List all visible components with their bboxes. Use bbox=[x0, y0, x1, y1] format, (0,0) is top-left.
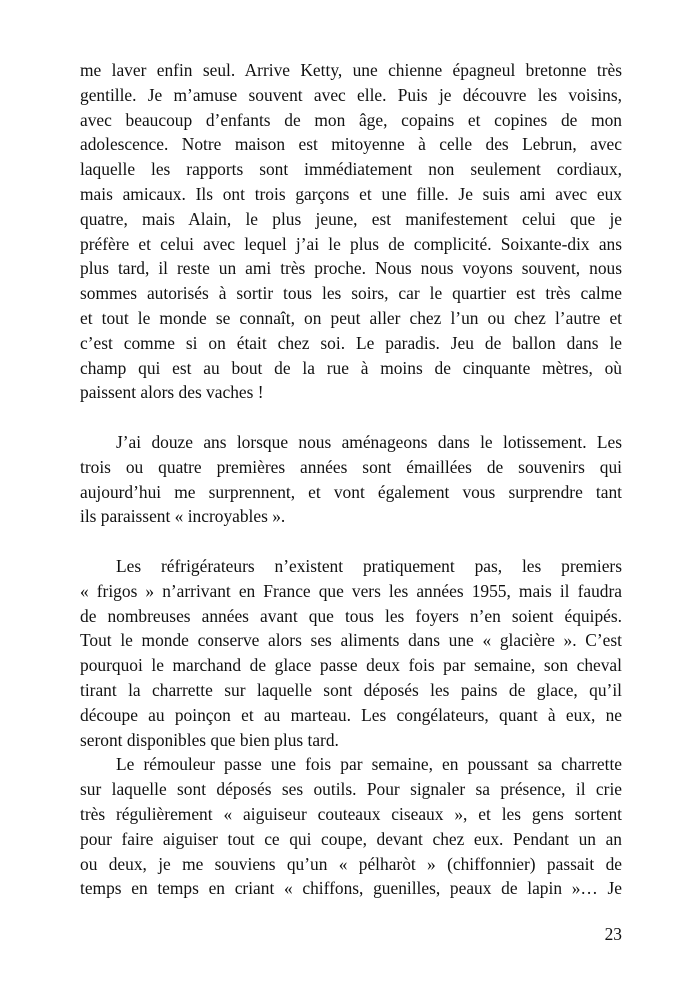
text-line: mais amicaux. Ils ont trois garçons et une fille. Je suis ami avec eux bbox=[80, 183, 622, 204]
text-line: pour faire aiguiser tout ce qui coupe, devant chez eux. Pendant un an bbox=[80, 828, 622, 849]
text-line: sur laquelle sont déposés ses outils. Pour signaler sa présence, il crie bbox=[80, 779, 622, 800]
text-line: Le rémouleur passe une fois par semaine, en poussant sa charrette bbox=[116, 754, 622, 775]
text-line: préfère et celui avec lequel j’ai le plus de complicité. Soixante-dix ans bbox=[80, 233, 622, 254]
text-line: sommes autorisés à sortir tous les soirs, car le quartier est très calme bbox=[80, 283, 622, 304]
text-line: « frigos » n’arrivant en France que vers les années 1955, mais il faudra bbox=[80, 580, 622, 601]
paragraph bbox=[80, 430, 622, 529]
paragraph bbox=[80, 58, 622, 405]
text-line: Les réfrigérateurs n’existent pratiquement pas, les premiers bbox=[116, 555, 622, 576]
text-line: temps en temps en criant « chiffons, guenilles, peaux de lapin »… Je bbox=[80, 878, 622, 899]
text-line: adolescence. Notre maison est mitoyenne à celle des Lebrun, avec bbox=[80, 134, 622, 155]
page-body-text bbox=[80, 58, 622, 901]
paragraph bbox=[80, 554, 622, 752]
text-line: champ qui est au bout de la rue à moins de cinquante mètres, où bbox=[80, 357, 622, 378]
text-line: plus tard, il reste un ami très proche. Nous nous voyons souvent, nous bbox=[80, 258, 622, 279]
text-line: de nombreuses années avant que tous les foyers n’en soient équipés. bbox=[80, 605, 622, 626]
text-line: laquelle les rapports sont immédiatement non seulement cordiaux, bbox=[80, 159, 622, 180]
text-line: c’est comme si on était chez soi. Le paradis. Jeu de ballon dans le bbox=[80, 332, 622, 353]
page-number: 23 bbox=[604, 924, 622, 944]
text-line: gentille. Je m’amuse souvent avec elle. Puis je découvre les voisins, bbox=[80, 84, 622, 105]
text-line: avec beaucoup d’enfants de mon âge, copains et copines de mon bbox=[80, 109, 622, 130]
text-line: découpe au poinçon et au marteau. Les congélateurs, quant à eux, ne bbox=[80, 704, 622, 725]
text-line: aujourd’hui me surprennent, et vont également vous surprendre tant bbox=[80, 481, 622, 502]
text-line: tirant la charrette sur laquelle sont déposés les pains de glace, qu’il bbox=[80, 679, 622, 700]
text-line: me laver enfin seul. Arrive Ketty, une chienne épagneul bretonne très bbox=[80, 60, 622, 80]
text-line: trois ou quatre premières années sont émaillées de souvenirs qui bbox=[80, 456, 622, 477]
text-line: ils paraissent « incroyables ». bbox=[80, 506, 286, 527]
text-line: Tout le monde conserve alors ses aliments dans une « glacière ». C’est bbox=[80, 630, 622, 651]
text-line: pourquoi le marchand de glace passe deux fois par semaine, son cheval bbox=[80, 655, 622, 676]
text-line: paissent alors des vaches ! bbox=[80, 382, 264, 403]
text-line: très régulièrement « aiguiseur couteaux ciseaux », et les gens sortent bbox=[80, 803, 622, 824]
paragraph bbox=[80, 752, 622, 901]
text-line: ou deux, je me souviens qu’un « pélharòt » (chiffonnier) passait de bbox=[80, 853, 622, 874]
text-line: et tout le monde se connaît, on peut aller chez l’un ou chez l’autre et bbox=[80, 307, 622, 328]
text-line: quatre, mais Alain, le plus jeune, est manifestement celui que je bbox=[80, 208, 622, 229]
text-line: seront disponibles que bien plus tard. bbox=[80, 729, 339, 750]
text-line: J’ai douze ans lorsque nous aménageons dans le lotissement. Les bbox=[116, 431, 622, 452]
